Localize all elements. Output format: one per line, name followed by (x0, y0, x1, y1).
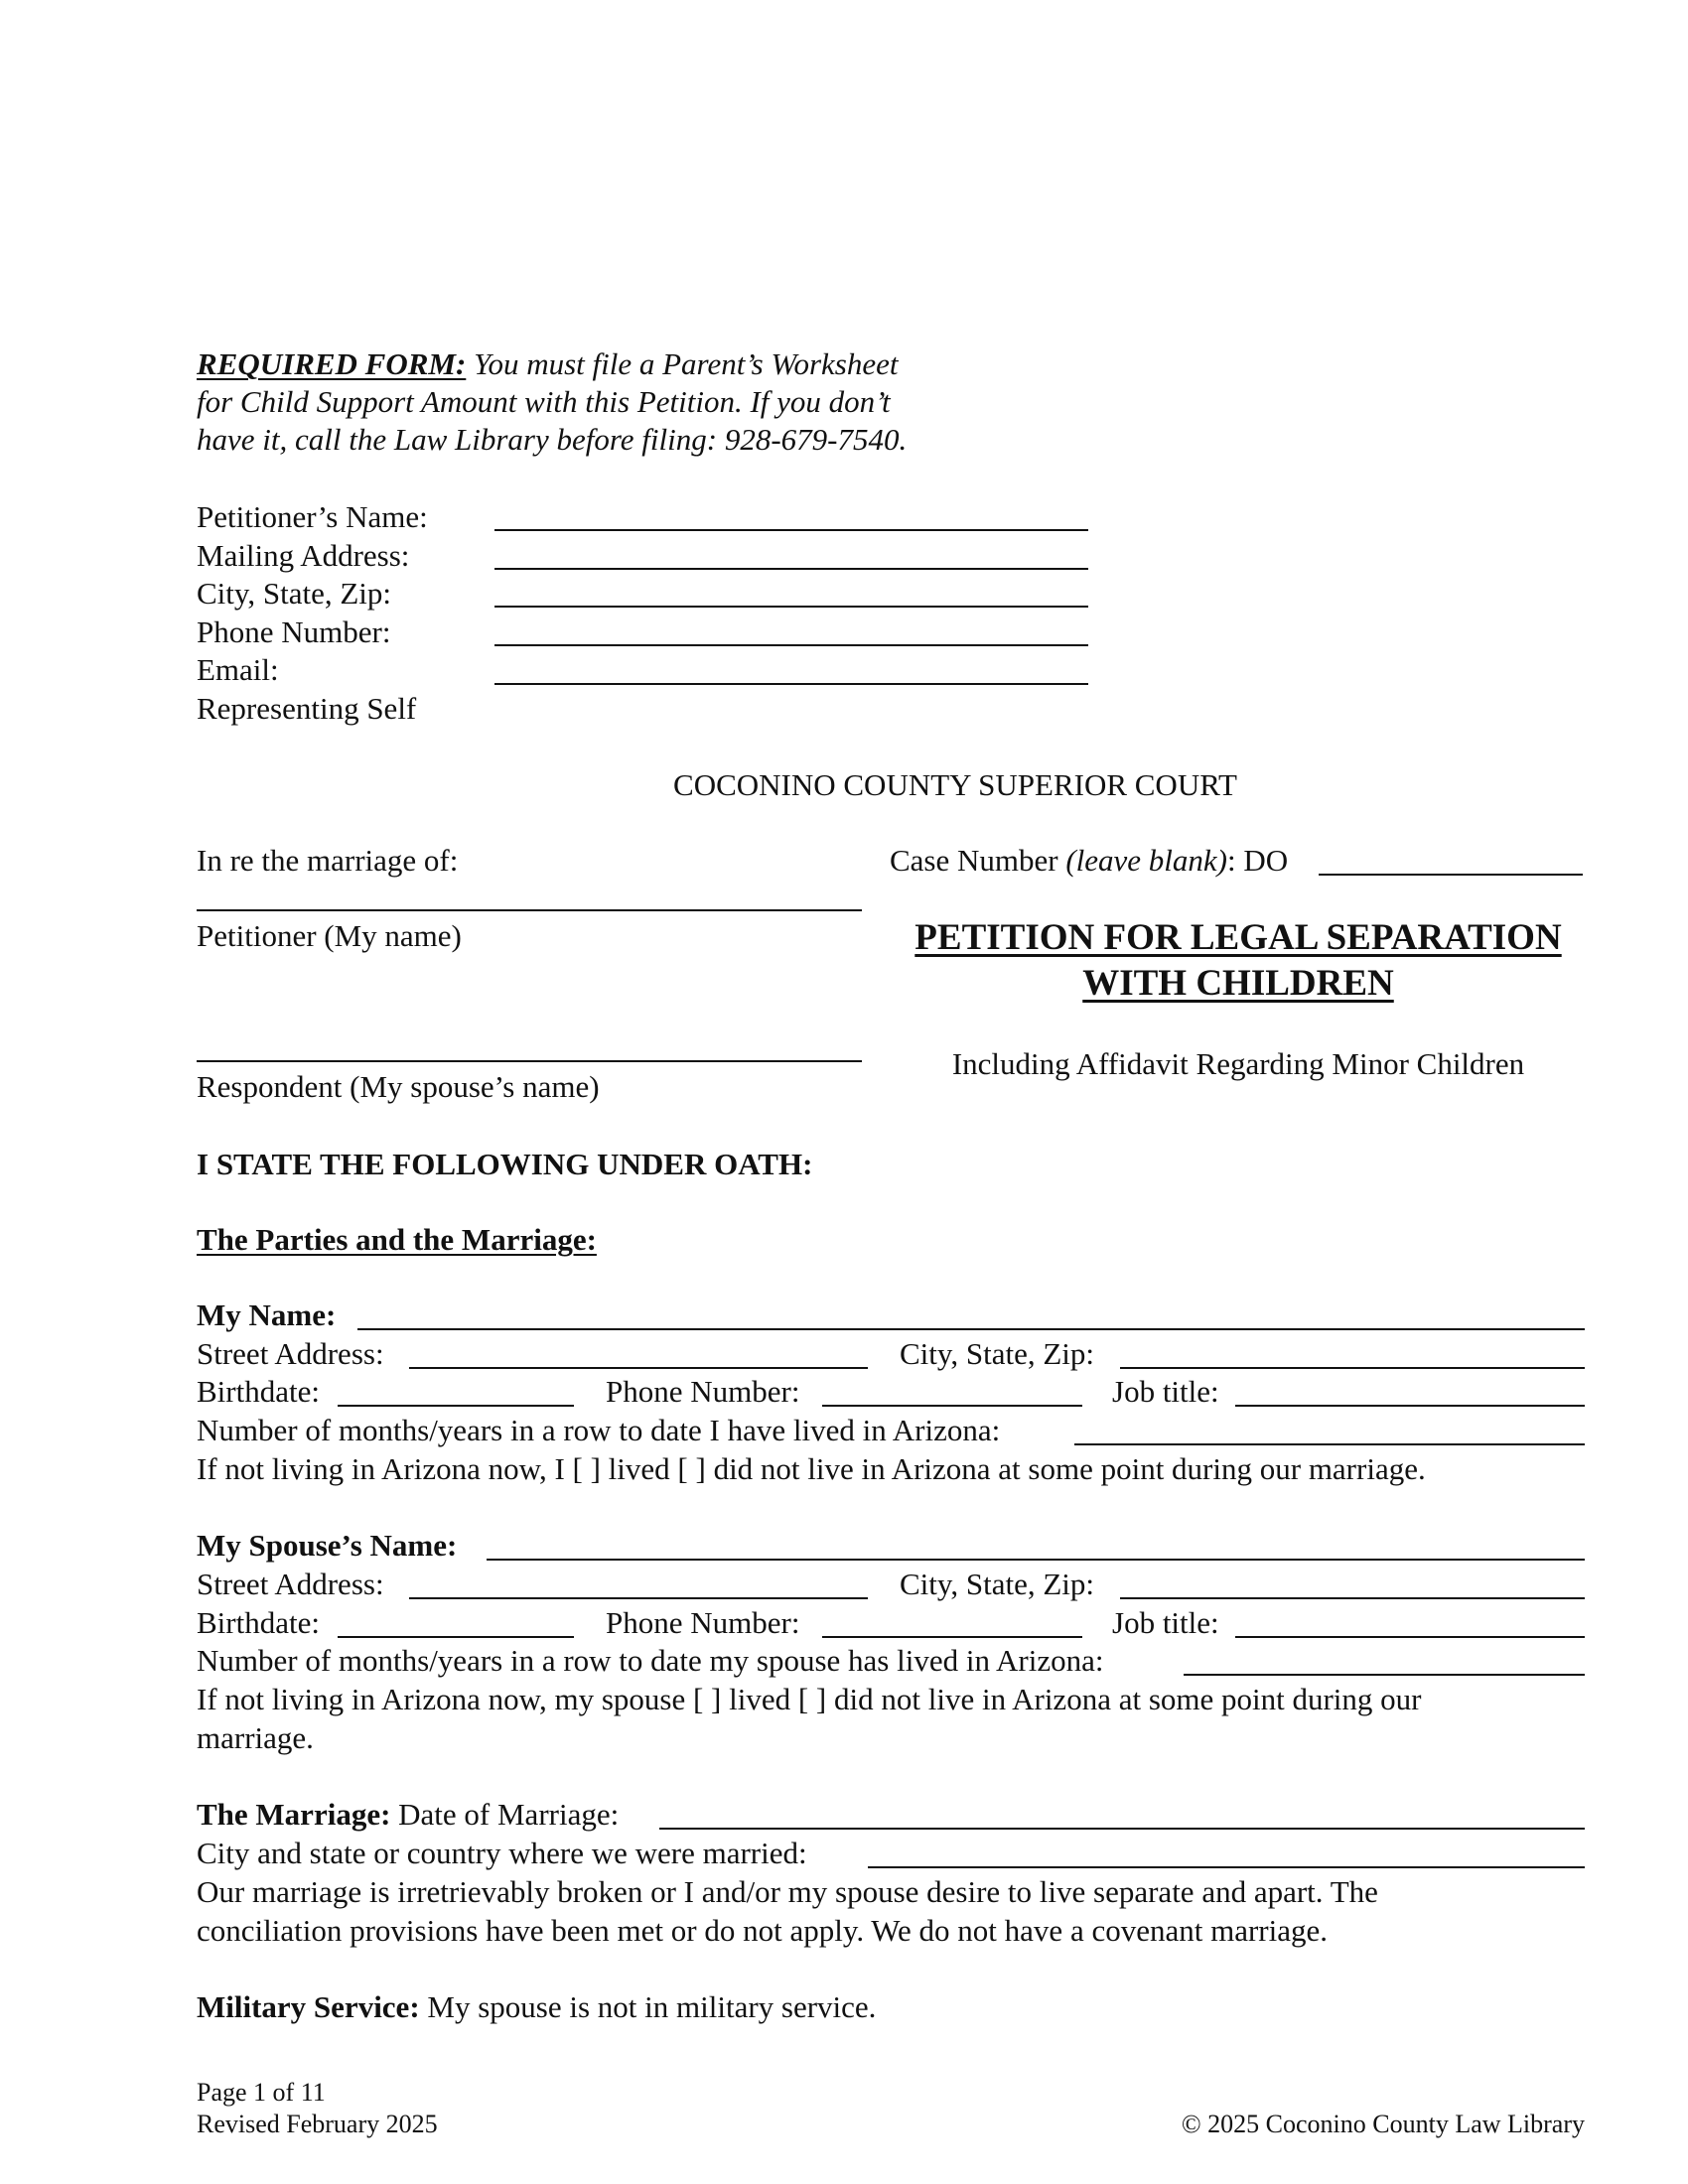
title-line-1: PETITION FOR LEGAL SEPARATION (914, 917, 1562, 958)
spouse-months-field[interactable] (1184, 1674, 1585, 1676)
case-number-prefix: : DO (1227, 843, 1289, 878)
case-number-hint: (leave blank) (1065, 843, 1228, 878)
marriage-text-line-2: conciliation provisions have been met or do not apply. We do not have a covenant marriage. (197, 1913, 1328, 1948)
title-line-2: WITH CHILDREN (1082, 963, 1394, 1004)
case-number (890, 842, 1288, 880)
header-fields (197, 498, 428, 728)
petitioner-name-field[interactable] (494, 529, 1088, 531)
document-subtitle: Including Affidavit Regarding Minor Children (951, 1046, 1525, 1081)
marriage-place-field[interactable] (868, 1866, 1585, 1868)
required-form-label: REQUIRED FORM: (197, 346, 467, 381)
city-state-zip-field[interactable] (494, 606, 1088, 608)
document-title (886, 915, 1591, 1007)
in-re-label: In re the marriage of: (197, 843, 459, 878)
petitioner-caption-label: Petitioner (My name) (197, 918, 462, 953)
military-text: My spouse is not in military service. (427, 1989, 877, 2024)
notice-line-1: You must file a Parent’s Worksheet (474, 346, 899, 381)
petitioner-name-label: Petitioner’s Name: (197, 499, 428, 534)
marriage-date-label: Date of Marriage: (398, 1797, 620, 1832)
phone-number-field[interactable] (494, 644, 1088, 646)
my-city-field[interactable] (1120, 1367, 1585, 1369)
spouse-city-field[interactable] (1120, 1597, 1585, 1599)
respondent-name-line[interactable] (197, 1060, 862, 1062)
my-phone-label: Phone Number: (606, 1374, 800, 1409)
my-birthdate-field[interactable] (338, 1405, 574, 1407)
my-job-label: Job title: (1112, 1374, 1219, 1409)
marriage-date-field[interactable] (659, 1828, 1585, 1830)
my-phone-field[interactable] (822, 1405, 1082, 1407)
spouse-arizona-checkbox-line[interactable]: If not living in Arizona now, my spouse [ ] lived [ ] did not live in Arizona at some point during our (197, 1682, 1422, 1716)
representing-self-label: Representing Self (197, 690, 417, 726)
spouse-phone-field[interactable] (822, 1636, 1082, 1638)
my-city-label: City, State, Zip: (900, 1336, 1095, 1371)
my-street-label: Street Address: (197, 1336, 384, 1371)
marriage-label: The Marriage: (197, 1797, 391, 1832)
section-parties-heading: The Parties and the Marriage: (197, 1222, 597, 1257)
spouse-name-field[interactable] (487, 1559, 1585, 1561)
military-label: Military Service: (197, 1989, 420, 2024)
city-state-zip-label: City, State, Zip: (197, 576, 392, 611)
notice-line-2: for Child Support Amount with this Petition. If you don’t (197, 384, 891, 419)
my-name-field[interactable] (357, 1328, 1585, 1330)
footer-left (197, 2077, 438, 2140)
oath-heading: I STATE THE FOLLOWING UNDER OATH: (197, 1147, 813, 1181)
copyright: © 2025 Coconino County Law Library (1181, 2110, 1585, 2138)
spouse-birthdate-label: Birthdate: (197, 1605, 320, 1640)
military-service (197, 1988, 876, 2026)
case-number-field[interactable] (1319, 874, 1583, 876)
court-name: COCONINO COUNTY SUPERIOR COURT (673, 767, 1237, 802)
my-months-field[interactable] (1074, 1443, 1585, 1445)
email-label: Email: (197, 652, 279, 687)
my-name-label: My Name: (197, 1297, 337, 1332)
marriage-place-label: City and state or country where we were married: (197, 1836, 807, 1870)
my-street-field[interactable] (409, 1367, 868, 1369)
petitioner-name-line[interactable] (197, 909, 862, 911)
email-field[interactable] (494, 683, 1088, 685)
spouse-arizona-line-2: marriage. (197, 1720, 314, 1755)
spouse-months-label: Number of months/years in a row to date my spouse has lived in Arizona: (197, 1643, 1104, 1678)
my-birthdate-label: Birthdate: (197, 1374, 320, 1409)
spouse-birthdate-field[interactable] (338, 1636, 574, 1638)
revised-date: Revised February 2025 (197, 2110, 438, 2138)
mailing-address-label: Mailing Address: (197, 537, 410, 573)
spouse-city-label: City, State, Zip: (900, 1567, 1095, 1601)
spouse-job-label: Job title: (1112, 1605, 1219, 1640)
spouse-job-field[interactable] (1235, 1636, 1585, 1638)
mailing-address-field[interactable] (494, 568, 1088, 570)
my-months-label: Number of months/years in a row to date I have lived in Arizona: (197, 1413, 1001, 1447)
my-arizona-checkbox-line[interactable]: If not living in Arizona now, I [ ] lived [ ] did not live in Arizona at some point during our marriage. (197, 1451, 1426, 1486)
spouse-street-label: Street Address: (197, 1567, 384, 1601)
respondent-caption-label: Respondent (My spouse’s name) (197, 1069, 600, 1104)
spouse-name-label: My Spouse’s Name: (197, 1528, 458, 1563)
page-number: Page 1 of 11 (197, 2078, 326, 2107)
required-form-notice (197, 345, 907, 459)
spouse-phone-label: Phone Number: (606, 1605, 800, 1640)
notice-line-3: have it, call the Law Library before filing: 928-679-7540. (197, 422, 908, 457)
my-job-field[interactable] (1235, 1405, 1585, 1407)
phone-number-label: Phone Number: (197, 614, 391, 649)
spouse-street-field[interactable] (409, 1597, 868, 1599)
marriage-text-line-1: Our marriage is irretrievably broken or I and/or my spouse desire to live separate and apart. The (197, 1874, 1378, 1909)
marriage-date-row (197, 1796, 619, 1834)
case-number-label: Case Number (890, 843, 1058, 878)
